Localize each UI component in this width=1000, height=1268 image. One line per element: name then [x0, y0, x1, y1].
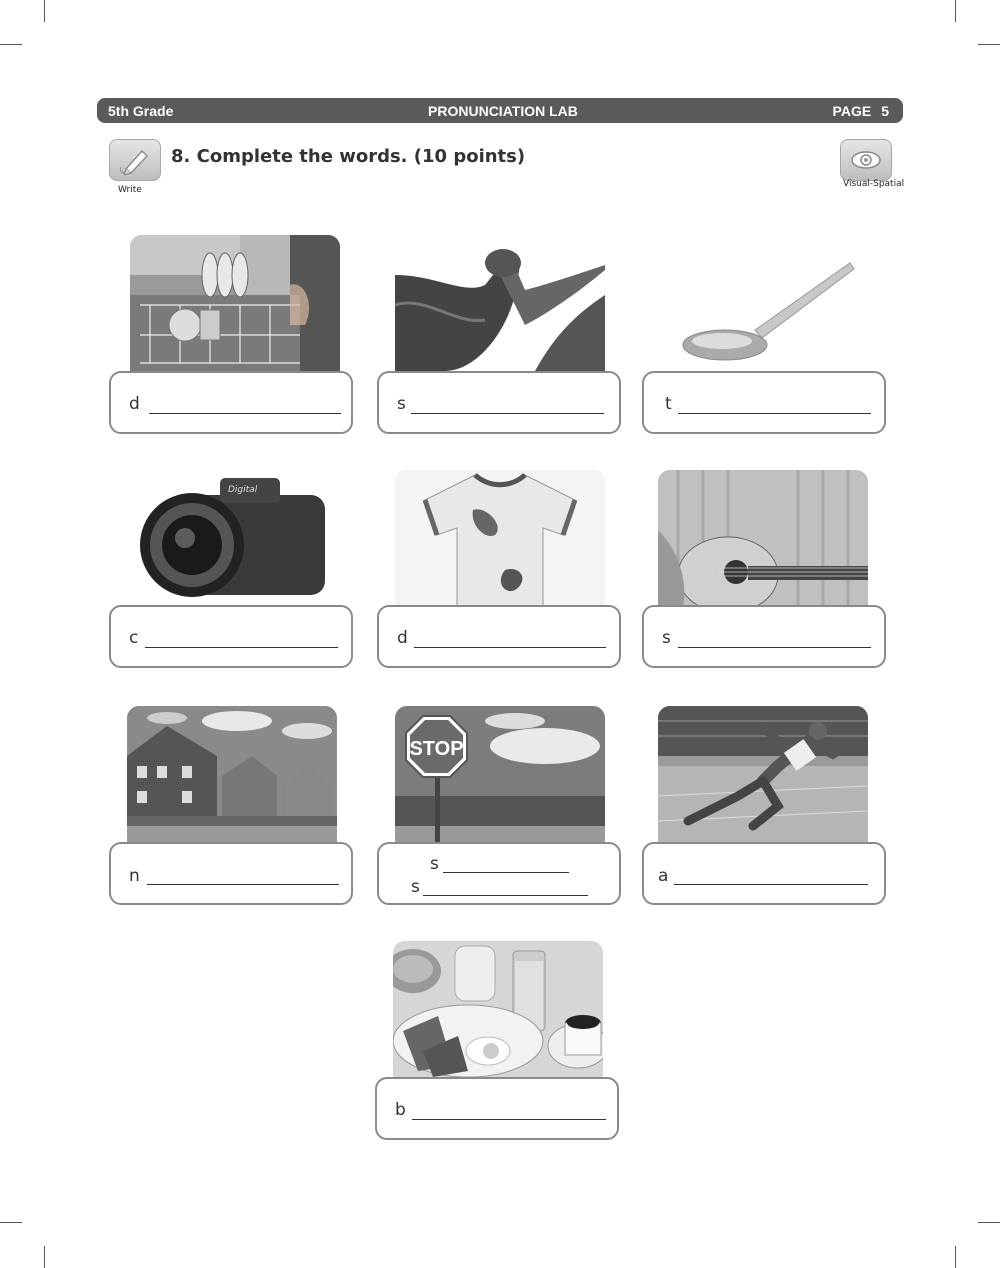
camera-photo: [130, 470, 340, 606]
first-letter: n: [129, 866, 140, 886]
crop-mark: [0, 44, 22, 45]
answer-blank[interactable]: [145, 647, 338, 648]
answer-blank-second[interactable]: [423, 895, 588, 896]
pencil-icon: [118, 145, 152, 175]
neighborhood-photo: [127, 706, 337, 842]
answer-box[interactable]: [642, 842, 886, 905]
answer-box[interactable]: [109, 371, 353, 434]
answer-blank[interactable]: [149, 413, 341, 414]
answer-blank[interactable]: [412, 1119, 606, 1120]
answer-box[interactable]: [377, 371, 621, 434]
first-letter: s: [662, 628, 671, 648]
answer-blank[interactable]: [678, 413, 871, 414]
crop-mark: [978, 44, 1000, 45]
stop-sign-text: STOP: [409, 738, 464, 760]
answer-box[interactable]: [642, 371, 886, 434]
crop-mark: [0, 1222, 22, 1223]
first-letter: b: [395, 1100, 406, 1120]
page-number: 5: [881, 102, 889, 119]
dirty-shirt-photo: [395, 470, 605, 606]
crop-mark: [44, 1246, 45, 1268]
crop-mark: [955, 0, 956, 22]
first-letter: d: [397, 628, 408, 648]
eye-icon: [849, 149, 883, 171]
write-label: Write: [118, 185, 142, 195]
write-badge: [109, 139, 161, 181]
answer-blank[interactable]: [411, 413, 604, 414]
guitar-songwriter-photo: [658, 470, 868, 606]
first-letter: s: [430, 854, 439, 874]
answer-blank[interactable]: [443, 872, 569, 873]
breakfast-photo: [393, 941, 603, 1077]
grade-label: 5th Grade: [108, 102, 174, 119]
answer-blank[interactable]: [674, 884, 868, 885]
answer-box[interactable]: [377, 842, 621, 905]
answer-blank[interactable]: [414, 647, 606, 648]
spoon-photo: [660, 235, 870, 371]
page-indicator: [833, 103, 889, 119]
camera-brand-text: Digital: [228, 485, 258, 495]
first-letter: c: [129, 628, 139, 648]
section-title: PRONUNCIATION LAB: [428, 102, 578, 119]
visual-badge: [840, 139, 892, 181]
first-letter: s: [397, 394, 406, 414]
answer-box[interactable]: [377, 605, 621, 668]
answer-box[interactable]: [109, 842, 353, 905]
stop-sign-photo: [395, 706, 605, 842]
answer-box[interactable]: [375, 1077, 619, 1140]
crop-mark: [978, 1222, 1000, 1223]
visual-label: Visual-Spatial: [843, 179, 905, 189]
first-letter: d: [129, 394, 140, 414]
dishwasher-photo: [130, 235, 340, 371]
sprinter-photo: [658, 706, 868, 842]
instruction-text: 8. Complete the words. (10 points): [171, 146, 526, 167]
page-header: [97, 98, 903, 123]
answer-box[interactable]: [109, 605, 353, 668]
answer-blank[interactable]: [147, 884, 339, 885]
first-letter: t: [665, 394, 672, 414]
answer-blank[interactable]: [678, 647, 871, 648]
crop-mark: [955, 1246, 956, 1268]
first-letter: a: [658, 866, 669, 886]
second-word-letter: s: [411, 877, 420, 897]
arm-wrestling-photo: [395, 235, 605, 371]
page-label: PAGE: [832, 102, 872, 119]
crop-mark: [44, 0, 45, 22]
answer-box[interactable]: [642, 605, 886, 668]
